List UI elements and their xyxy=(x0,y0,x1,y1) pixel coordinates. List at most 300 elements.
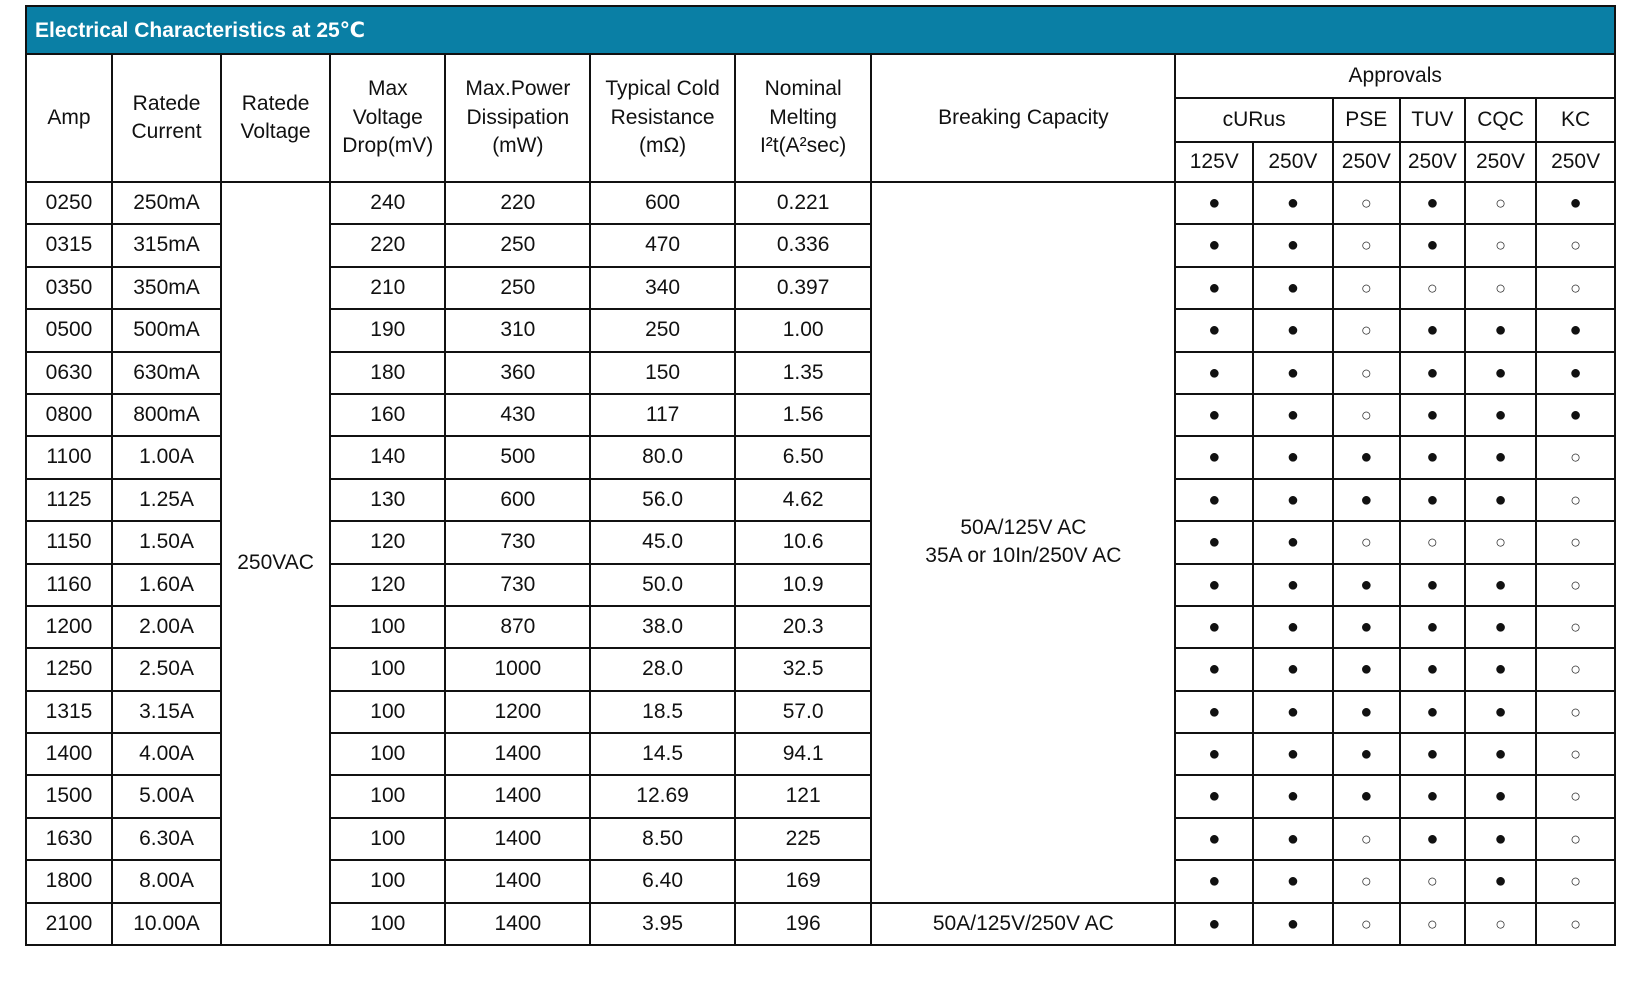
melting-i2t-cell: 6.50 xyxy=(735,436,871,478)
hollow-dot-icon: ○ xyxy=(1360,828,1372,849)
melting-i2t-cell: 1.00 xyxy=(735,309,871,351)
approval-tuv-250v-cell xyxy=(1400,352,1465,394)
filled-dot-icon: ● xyxy=(1494,785,1507,808)
filled-dot-icon: ● xyxy=(1569,361,1582,384)
melting-i2t-cell: 32.5 xyxy=(735,648,871,690)
rated-current-cell: 3.15A xyxy=(112,691,221,733)
max-voltage-drop-cell: 120 xyxy=(330,521,445,563)
melting-i2t-cell: 225 xyxy=(735,818,871,860)
filled-dot-icon: ● xyxy=(1494,446,1507,469)
approval-kc-250v-cell xyxy=(1536,733,1615,775)
hollow-dot-icon: ○ xyxy=(1570,235,1582,256)
hollow-dot-icon: ○ xyxy=(1360,871,1372,892)
filled-dot-icon: ● xyxy=(1208,870,1221,893)
hollow-dot-icon: ○ xyxy=(1570,871,1582,892)
approval-cqc-250v-cell xyxy=(1465,606,1536,648)
hollow-dot-icon: ○ xyxy=(1495,532,1506,553)
approval-curus-125v-cell xyxy=(1175,394,1253,436)
rated-voltage-cell: 250VAC xyxy=(221,182,330,945)
melting-i2t-cell: 169 xyxy=(735,860,871,902)
table-title: Electrical Characteristics at 25℃ xyxy=(25,5,1616,53)
approval-kc-250v-cell xyxy=(1536,182,1615,224)
approval-cqc-250v-cell xyxy=(1465,394,1536,436)
approval-kc-250v-cell xyxy=(1536,818,1615,860)
filled-dot-icon: ● xyxy=(1426,361,1439,384)
approval-curus-125v-cell xyxy=(1175,309,1253,351)
amp-cell: 0800 xyxy=(26,394,112,436)
approval-pse-250v-cell xyxy=(1333,903,1400,945)
breaking-capacity-line: 35A or 10In/250V AC xyxy=(925,544,1122,568)
rated-current-cell: 2.00A xyxy=(112,606,221,648)
approval-curus-250v-cell xyxy=(1253,352,1333,394)
hollow-dot-icon: ○ xyxy=(1360,320,1372,341)
rated-current-cell: 1.60A xyxy=(112,564,221,606)
approval-tuv-250v-cell xyxy=(1400,394,1465,436)
melting-i2t-cell: 0.221 xyxy=(735,182,871,224)
approval-kc-250v-cell xyxy=(1536,521,1615,563)
approval-curus-125v-cell xyxy=(1175,352,1253,394)
filled-dot-icon: ● xyxy=(1286,234,1299,257)
header-cqc: CQC xyxy=(1465,98,1536,142)
approval-kc-250v-cell xyxy=(1536,606,1615,648)
amp-cell: 0350 xyxy=(26,267,112,309)
filled-dot-icon: ● xyxy=(1286,361,1299,384)
approval-tuv-250v-cell xyxy=(1400,182,1465,224)
hollow-dot-icon: ○ xyxy=(1570,701,1582,722)
filled-dot-icon: ● xyxy=(1208,276,1221,299)
filled-dot-icon: ● xyxy=(1494,403,1507,426)
hollow-dot-icon: ○ xyxy=(1570,616,1582,637)
approval-kc-250v-cell xyxy=(1536,648,1615,690)
rated-current-cell: 10.00A xyxy=(112,903,221,945)
filled-dot-icon: ● xyxy=(1208,827,1221,850)
filled-dot-icon: ● xyxy=(1426,658,1439,681)
amp-cell: 1200 xyxy=(26,606,112,648)
cold-resistance-cell: 50.0 xyxy=(590,564,735,606)
max-power-cell: 870 xyxy=(445,606,590,648)
max-power-cell: 730 xyxy=(445,564,590,606)
approval-tuv-250v-cell xyxy=(1400,691,1465,733)
approval-kc-250v-cell xyxy=(1536,267,1615,309)
melting-i2t-cell: 0.336 xyxy=(735,224,871,266)
approval-tuv-250v-cell xyxy=(1400,860,1465,902)
filled-dot-icon: ● xyxy=(1286,573,1299,596)
cold-resistance-cell: 45.0 xyxy=(590,521,735,563)
cold-resistance-cell: 56.0 xyxy=(590,479,735,521)
filled-dot-icon: ● xyxy=(1286,531,1299,554)
approval-curus-250v-cell xyxy=(1253,691,1333,733)
approval-curus-250v-cell xyxy=(1253,436,1333,478)
amp-cell: 1400 xyxy=(26,733,112,775)
filled-dot-icon: ● xyxy=(1286,319,1299,342)
approval-cqc-250v-cell xyxy=(1465,648,1536,690)
filled-dot-icon: ● xyxy=(1426,403,1439,426)
filled-dot-icon: ● xyxy=(1360,743,1373,766)
amp-cell: 1315 xyxy=(26,691,112,733)
amp-cell: 1150 xyxy=(26,521,112,563)
approval-tuv-250v-cell xyxy=(1400,733,1465,775)
max-power-cell: 360 xyxy=(445,352,590,394)
max-voltage-drop-cell: 130 xyxy=(330,479,445,521)
approval-curus-250v-cell xyxy=(1253,309,1333,351)
filled-dot-icon: ● xyxy=(1208,743,1221,766)
hollow-dot-icon: ○ xyxy=(1426,871,1438,892)
max-power-cell: 220 xyxy=(445,182,590,224)
melting-i2t-cell: 1.56 xyxy=(735,394,871,436)
filled-dot-icon: ● xyxy=(1426,192,1439,215)
max-voltage-drop-cell: 220 xyxy=(330,224,445,266)
header-max-power: Max.Power Dissipation (mW) xyxy=(445,54,590,182)
approval-pse-250v-cell xyxy=(1333,691,1400,733)
approval-curus-125v-cell xyxy=(1175,648,1253,690)
approval-pse-250v-cell xyxy=(1333,394,1400,436)
cold-resistance-cell: 3.95 xyxy=(590,903,735,945)
filled-dot-icon: ● xyxy=(1208,403,1221,426)
filled-dot-icon: ● xyxy=(1426,573,1439,596)
hollow-dot-icon: ○ xyxy=(1495,235,1506,256)
max-power-cell: 1400 xyxy=(445,733,590,775)
approval-tuv-250v-cell xyxy=(1400,521,1465,563)
filled-dot-icon: ● xyxy=(1360,785,1373,808)
max-voltage-drop-cell: 100 xyxy=(330,648,445,690)
header-rated-current: Ratede Current xyxy=(112,54,221,182)
rated-current-cell: 1.50A xyxy=(112,521,221,563)
approval-curus-125v-cell xyxy=(1175,436,1253,478)
approval-cqc-250v-cell xyxy=(1465,903,1536,945)
approval-curus-125v-cell xyxy=(1175,733,1253,775)
rated-current-cell: 250mA xyxy=(112,182,221,224)
filled-dot-icon: ● xyxy=(1494,488,1507,511)
header-melting-i2t: Nominal Melting I²t(A²sec) xyxy=(735,54,871,182)
max-voltage-drop-cell: 100 xyxy=(330,691,445,733)
max-voltage-drop-cell: 100 xyxy=(330,818,445,860)
approval-curus-250v-cell xyxy=(1253,606,1333,648)
amp-cell: 1800 xyxy=(26,860,112,902)
header-pse-250v: 250V xyxy=(1333,142,1400,182)
header-kc-250v: 250V xyxy=(1536,142,1615,182)
rated-current-cell: 630mA xyxy=(112,352,221,394)
approval-curus-125v-cell xyxy=(1175,606,1253,648)
hollow-dot-icon: ○ xyxy=(1426,913,1438,934)
max-voltage-drop-cell: 240 xyxy=(330,182,445,224)
hollow-dot-icon: ○ xyxy=(1495,277,1506,298)
approval-tuv-250v-cell xyxy=(1400,309,1465,351)
header-kc: KC xyxy=(1536,98,1615,142)
header-approvals: Approvals xyxy=(1175,54,1615,98)
rated-current-cell: 500mA xyxy=(112,309,221,351)
filled-dot-icon: ● xyxy=(1494,615,1507,638)
melting-i2t-cell: 10.6 xyxy=(735,521,871,563)
header-tuv: TUV xyxy=(1400,98,1465,142)
filled-dot-icon: ● xyxy=(1494,361,1507,384)
amp-cell: 1500 xyxy=(26,775,112,817)
approval-tuv-250v-cell xyxy=(1400,479,1465,521)
approval-curus-250v-cell xyxy=(1253,818,1333,860)
filled-dot-icon: ● xyxy=(1286,912,1299,935)
max-power-cell: 730 xyxy=(445,521,590,563)
approval-kc-250v-cell xyxy=(1536,564,1615,606)
melting-i2t-cell: 1.35 xyxy=(735,352,871,394)
approval-cqc-250v-cell xyxy=(1465,691,1536,733)
filled-dot-icon: ● xyxy=(1426,319,1439,342)
approval-cqc-250v-cell xyxy=(1465,436,1536,478)
cold-resistance-cell: 600 xyxy=(590,182,735,224)
approval-pse-250v-cell xyxy=(1333,733,1400,775)
approval-cqc-250v-cell xyxy=(1465,352,1536,394)
amp-cell: 0250 xyxy=(26,182,112,224)
filled-dot-icon: ● xyxy=(1569,319,1582,342)
cold-resistance-cell: 8.50 xyxy=(590,818,735,860)
cold-resistance-cell: 250 xyxy=(590,309,735,351)
filled-dot-icon: ● xyxy=(1208,234,1221,257)
approval-curus-250v-cell xyxy=(1253,903,1333,945)
rated-current-cell: 1.00A xyxy=(112,436,221,478)
approval-tuv-250v-cell xyxy=(1400,606,1465,648)
max-power-cell: 1400 xyxy=(445,818,590,860)
approval-pse-250v-cell xyxy=(1333,775,1400,817)
rated-current-cell: 800mA xyxy=(112,394,221,436)
approval-tuv-250v-cell xyxy=(1400,818,1465,860)
hollow-dot-icon: ○ xyxy=(1570,828,1582,849)
filled-dot-icon: ● xyxy=(1286,276,1299,299)
approval-tuv-250v-cell xyxy=(1400,648,1465,690)
max-power-cell: 1400 xyxy=(445,903,590,945)
rated-current-cell: 4.00A xyxy=(112,733,221,775)
approval-pse-250v-cell xyxy=(1333,521,1400,563)
cold-resistance-cell: 150 xyxy=(590,352,735,394)
filled-dot-icon: ● xyxy=(1494,700,1507,723)
filled-dot-icon: ● xyxy=(1426,785,1439,808)
approval-curus-125v-cell xyxy=(1175,182,1253,224)
cold-resistance-cell: 14.5 xyxy=(590,733,735,775)
approval-tuv-250v-cell xyxy=(1400,224,1465,266)
filled-dot-icon: ● xyxy=(1208,531,1221,554)
hollow-dot-icon: ○ xyxy=(1570,532,1582,553)
filled-dot-icon: ● xyxy=(1208,658,1221,681)
approval-curus-125v-cell xyxy=(1175,521,1253,563)
max-voltage-drop-cell: 100 xyxy=(330,733,445,775)
header-tuv-250v: 250V xyxy=(1400,142,1465,182)
approval-curus-125v-cell xyxy=(1175,903,1253,945)
approval-curus-125v-cell xyxy=(1175,564,1253,606)
melting-i2t-cell: 20.3 xyxy=(735,606,871,648)
filled-dot-icon: ● xyxy=(1360,700,1373,723)
approval-curus-250v-cell xyxy=(1253,224,1333,266)
characteristics-table xyxy=(25,53,1616,946)
approval-curus-250v-cell xyxy=(1253,394,1333,436)
filled-dot-icon: ● xyxy=(1208,912,1221,935)
hollow-dot-icon: ○ xyxy=(1360,404,1372,425)
approval-kc-250v-cell xyxy=(1536,436,1615,478)
approval-cqc-250v-cell xyxy=(1465,224,1536,266)
approval-curus-125v-cell xyxy=(1175,775,1253,817)
filled-dot-icon: ● xyxy=(1426,743,1439,766)
approval-tuv-250v-cell xyxy=(1400,436,1465,478)
rated-current-cell: 350mA xyxy=(112,267,221,309)
approval-tuv-250v-cell xyxy=(1400,775,1465,817)
hollow-dot-icon: ○ xyxy=(1360,532,1372,553)
approval-pse-250v-cell xyxy=(1333,860,1400,902)
hollow-dot-icon: ○ xyxy=(1360,277,1372,298)
max-power-cell: 1400 xyxy=(445,775,590,817)
filled-dot-icon: ● xyxy=(1494,658,1507,681)
approval-kc-250v-cell xyxy=(1536,691,1615,733)
amp-cell: 2100 xyxy=(26,903,112,945)
rated-current-cell: 315mA xyxy=(112,224,221,266)
table-row xyxy=(26,182,1615,224)
cold-resistance-cell: 80.0 xyxy=(590,436,735,478)
max-voltage-drop-cell: 100 xyxy=(330,775,445,817)
cold-resistance-cell: 12.69 xyxy=(590,775,735,817)
filled-dot-icon: ● xyxy=(1286,658,1299,681)
filled-dot-icon: ● xyxy=(1360,488,1373,511)
hollow-dot-icon: ○ xyxy=(1360,913,1372,934)
hollow-dot-icon: ○ xyxy=(1360,362,1372,383)
max-voltage-drop-cell: 100 xyxy=(330,606,445,648)
amp-cell: 0630 xyxy=(26,352,112,394)
hollow-dot-icon: ○ xyxy=(1495,193,1506,214)
amp-cell: 1250 xyxy=(26,648,112,690)
cold-resistance-cell: 340 xyxy=(590,267,735,309)
amp-cell: 0315 xyxy=(26,224,112,266)
rated-current-cell: 6.30A xyxy=(112,818,221,860)
filled-dot-icon: ● xyxy=(1494,573,1507,596)
approval-kc-250v-cell xyxy=(1536,352,1615,394)
filled-dot-icon: ● xyxy=(1286,615,1299,638)
filled-dot-icon: ● xyxy=(1426,446,1439,469)
approval-curus-250v-cell xyxy=(1253,521,1333,563)
amp-cell: 1630 xyxy=(26,818,112,860)
approval-kc-250v-cell xyxy=(1536,775,1615,817)
filled-dot-icon: ● xyxy=(1208,192,1221,215)
approval-curus-125v-cell xyxy=(1175,860,1253,902)
approval-pse-250v-cell xyxy=(1333,606,1400,648)
max-voltage-drop-cell: 100 xyxy=(330,860,445,902)
approval-pse-250v-cell xyxy=(1333,648,1400,690)
filled-dot-icon: ● xyxy=(1286,192,1299,215)
filled-dot-icon: ● xyxy=(1426,827,1439,850)
approval-pse-250v-cell xyxy=(1333,436,1400,478)
approval-pse-250v-cell xyxy=(1333,479,1400,521)
approval-curus-125v-cell xyxy=(1175,691,1253,733)
hollow-dot-icon: ○ xyxy=(1570,786,1582,807)
hollow-dot-icon: ○ xyxy=(1570,913,1582,934)
filled-dot-icon: ● xyxy=(1286,785,1299,808)
max-voltage-drop-cell: 180 xyxy=(330,352,445,394)
melting-i2t-cell: 196 xyxy=(735,903,871,945)
approval-pse-250v-cell xyxy=(1333,224,1400,266)
header-curus: cURus xyxy=(1175,98,1332,142)
approval-pse-250v-cell xyxy=(1333,309,1400,351)
approval-kc-250v-cell xyxy=(1536,394,1615,436)
approval-cqc-250v-cell xyxy=(1465,564,1536,606)
max-power-cell: 1000 xyxy=(445,648,590,690)
approval-kc-250v-cell xyxy=(1536,903,1615,945)
approval-kc-250v-cell xyxy=(1536,224,1615,266)
hollow-dot-icon: ○ xyxy=(1426,532,1438,553)
max-voltage-drop-cell: 190 xyxy=(330,309,445,351)
filled-dot-icon: ● xyxy=(1426,615,1439,638)
filled-dot-icon: ● xyxy=(1494,319,1507,342)
hollow-dot-icon: ○ xyxy=(1360,235,1372,256)
approval-curus-250v-cell xyxy=(1253,733,1333,775)
filled-dot-icon: ● xyxy=(1494,743,1507,766)
filled-dot-icon: ● xyxy=(1286,446,1299,469)
approval-cqc-250v-cell xyxy=(1465,733,1536,775)
header-breaking-capacity: Breaking Capacity xyxy=(871,54,1175,182)
approval-cqc-250v-cell xyxy=(1465,860,1536,902)
filled-dot-icon: ● xyxy=(1360,658,1373,681)
approval-cqc-250v-cell xyxy=(1465,182,1536,224)
approval-tuv-250v-cell xyxy=(1400,564,1465,606)
max-voltage-drop-cell: 140 xyxy=(330,436,445,478)
hollow-dot-icon: ○ xyxy=(1570,744,1582,765)
filled-dot-icon: ● xyxy=(1494,827,1507,850)
filled-dot-icon: ● xyxy=(1208,615,1221,638)
cold-resistance-cell: 117 xyxy=(590,394,735,436)
filled-dot-icon: ● xyxy=(1208,361,1221,384)
approval-cqc-250v-cell xyxy=(1465,479,1536,521)
approval-curus-250v-cell xyxy=(1253,648,1333,690)
filled-dot-icon: ● xyxy=(1208,488,1221,511)
approval-pse-250v-cell xyxy=(1333,267,1400,309)
approval-curus-250v-cell xyxy=(1253,564,1333,606)
rated-current-cell: 5.00A xyxy=(112,775,221,817)
cold-resistance-cell: 6.40 xyxy=(590,860,735,902)
approval-cqc-250v-cell xyxy=(1465,521,1536,563)
header-cold-resistance: Typical Cold Resistance (mΩ) xyxy=(590,54,735,182)
melting-i2t-cell: 94.1 xyxy=(735,733,871,775)
amp-cell: 0500 xyxy=(26,309,112,351)
max-power-cell: 310 xyxy=(445,309,590,351)
max-power-cell: 250 xyxy=(445,224,590,266)
approval-kc-250v-cell xyxy=(1536,309,1615,351)
rated-current-cell: 8.00A xyxy=(112,860,221,902)
filled-dot-icon: ● xyxy=(1426,700,1439,723)
filled-dot-icon: ● xyxy=(1286,743,1299,766)
header-curus-125v: 125V xyxy=(1175,142,1253,182)
hollow-dot-icon: ○ xyxy=(1426,277,1438,298)
approval-pse-250v-cell xyxy=(1333,182,1400,224)
approval-curus-250v-cell xyxy=(1253,775,1333,817)
approval-curus-125v-cell xyxy=(1175,267,1253,309)
approval-tuv-250v-cell xyxy=(1400,267,1465,309)
max-voltage-drop-cell: 100 xyxy=(330,903,445,945)
approval-tuv-250v-cell xyxy=(1400,903,1465,945)
filled-dot-icon: ● xyxy=(1426,488,1439,511)
max-power-cell: 250 xyxy=(445,267,590,309)
melting-i2t-cell: 10.9 xyxy=(735,564,871,606)
approval-pse-250v-cell xyxy=(1333,564,1400,606)
header-max-voltage-drop: Max Voltage Drop(mV) xyxy=(330,54,445,182)
breaking-capacity-line: 50A/125V AC xyxy=(960,515,1087,539)
approval-cqc-250v-cell xyxy=(1465,775,1536,817)
hollow-dot-icon: ○ xyxy=(1570,447,1582,468)
cold-resistance-cell: 470 xyxy=(590,224,735,266)
approval-kc-250v-cell xyxy=(1536,479,1615,521)
melting-i2t-cell: 57.0 xyxy=(735,691,871,733)
cold-resistance-cell: 38.0 xyxy=(590,606,735,648)
melting-i2t-cell: 121 xyxy=(735,775,871,817)
approval-cqc-250v-cell xyxy=(1465,267,1536,309)
hollow-dot-icon: ○ xyxy=(1570,277,1582,298)
max-voltage-drop-cell: 210 xyxy=(330,267,445,309)
approval-curus-250v-cell xyxy=(1253,182,1333,224)
max-power-cell: 1200 xyxy=(445,691,590,733)
approval-curus-250v-cell xyxy=(1253,267,1333,309)
hollow-dot-icon: ○ xyxy=(1495,913,1506,934)
filled-dot-icon: ● xyxy=(1208,785,1221,808)
